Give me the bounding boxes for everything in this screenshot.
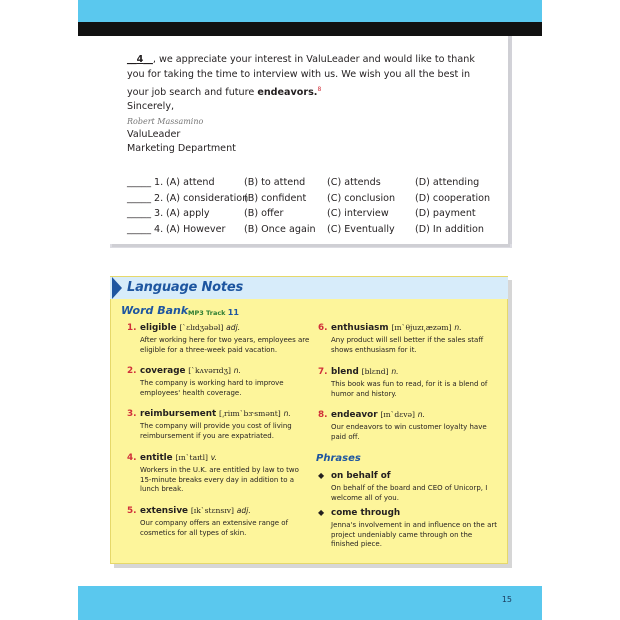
question-row [127,177,487,192]
footnote-marker: 8 [317,86,322,93]
letter-box-shadow-bottom [110,244,512,248]
letter-department: Marketing Department [127,143,236,154]
option-c: (C) interview [327,208,389,219]
vocab-word: reimbursement [140,409,217,419]
option-d: (D) attending [415,177,480,188]
word-entry: 1. eligible [ˋɛlɪdʒəbəl] adj. After working here for two years, employees are eligible for a three-week paid vacation. [127,322,307,355]
example-sentence: The company is working hard to improve employees' health coverage. [140,379,284,397]
vocab-word: eligible [140,323,177,333]
word-entry: 6. enthusiasm [ɪnˋθjuzɪ͵æzəm] n. Any product will sell better if the sales staff shows enthusiasm for it. [318,322,498,355]
phrase-text: come through [331,508,401,518]
letter-paragraph: __4__, we appreciate your interest in ValuLeader and would like to thank you for taking the time to interview with us. We wish you all the best in your job search and future endeavors.$^8$ [127,54,475,99]
vocab-word: blend [331,367,359,377]
word-entry: 3. reimbursement [͵riɪmˋbɝsmənt] n. The company will provide you cost of living reimbursement if you are expatriated. [127,408,307,441]
language-notes-title: Language Notes [127,280,244,295]
question-number[interactable]: _____ 3. [127,208,164,219]
word-entry: 7. blend [blɛnd] n. This book was fun to read, for it is a blend of humor and history. [318,366,498,399]
top-black-bar [78,22,542,36]
option-b: (B) offer [244,208,284,219]
phrase-entry [318,470,498,503]
example-sentence: Workers in the U.K. are entitled by law to two 15-minute breaks every day in addition to a lunch break. [140,466,299,494]
question-number[interactable]: _____ 1. [127,177,164,188]
vocab-word: enthusiasm [331,323,389,333]
page-number: 15 [501,595,512,604]
question-number[interactable]: _____ 4. [127,224,164,235]
vocab-word: entitle [140,453,173,463]
option-c: (C) attends [327,177,381,188]
word-entry: 4. entitle [ɪnˋtaɪtl] v. Workers in the U.K. are entitled by law to two 15-minute breaks every day in addition to a lunch break. [127,452,307,495]
diamond-bullet-icon: ◆ [318,508,325,517]
example-sentence: The company will provide you cost of living reimbursement if you are expatriated. [140,422,292,440]
word-bank-title: Word Bank [121,304,189,317]
top-color-band [78,0,542,22]
example-sentence: Our company offers an extensive range of cosmetics for all types of skin. [140,519,289,537]
letter-company: ValuLeader [127,129,181,140]
example-sentence: This book was fun to read, for it is a blend of humor and history. [331,380,488,398]
diamond-bullet-icon: ◆ [318,471,325,480]
vocab-word: endeavor [331,410,378,420]
question-row [127,193,491,208]
word-entry: 2. coverage [ˋkʌvərɪdʒ] n. The company is working hard to improve employees' health coverage. [127,365,307,398]
letter-closing: Sincerely, [127,101,175,112]
header-arrow-icon [110,277,124,299]
vocab-word: extensive [140,506,189,516]
question-row [127,208,487,223]
example-sentence: After working here for two years, employees are eligible for a three-week paid vacation. [140,336,310,354]
option-a: (A) However [166,224,226,235]
option-a: (A) apply [166,208,210,219]
example-sentence: Jenna's involvement in and influence on the art project undeniably came through on the finished piece. [331,521,497,549]
letter-blank: __4__ [127,54,153,65]
option-a: (A) attend [166,177,215,188]
option-c: (C) Eventually [327,224,395,235]
option-b: (B) Once again [244,224,316,235]
phrase-entry [318,507,498,550]
option-a: (A) consideration [166,193,249,204]
bottom-color-band [78,586,542,620]
question-row [127,224,487,239]
phrases-title: Phrases [316,453,361,464]
letter-signature: Robert Massamino [127,117,204,126]
option-c: (C) conclusion [327,193,396,204]
question-number[interactable]: _____ 2. [127,193,164,204]
option-d: (D) payment [415,208,476,219]
example-sentence: On behalf of the board and CEO of Unicorp, I welcome all of you. [331,484,488,502]
word-entry: 5. extensive [ɪkˋstɛnsɪv] adj. Our company offers an extensive range of cosmetics for all types of skin. [127,505,307,538]
example-sentence: Our endeavors to win customer loyalty have paid off. [331,423,487,441]
vocab-word: coverage [140,366,186,376]
phrase-text: on behalf of [331,471,391,481]
example-sentence: Any product will sell better if the sales staff shows enthusiasm for it. [331,336,484,354]
option-d: (D) cooperation [415,193,491,204]
mp3-track-label: MP3 Track 11 [188,308,239,317]
word-entry: 8. endeavor [ɪnˋdɛvə] n. Our endeavors to win customer loyalty have paid off. [318,409,498,442]
option-b: (B) to attend [244,177,306,188]
option-d: (D) In addition [415,224,484,235]
option-b: (B) confident [244,193,307,204]
